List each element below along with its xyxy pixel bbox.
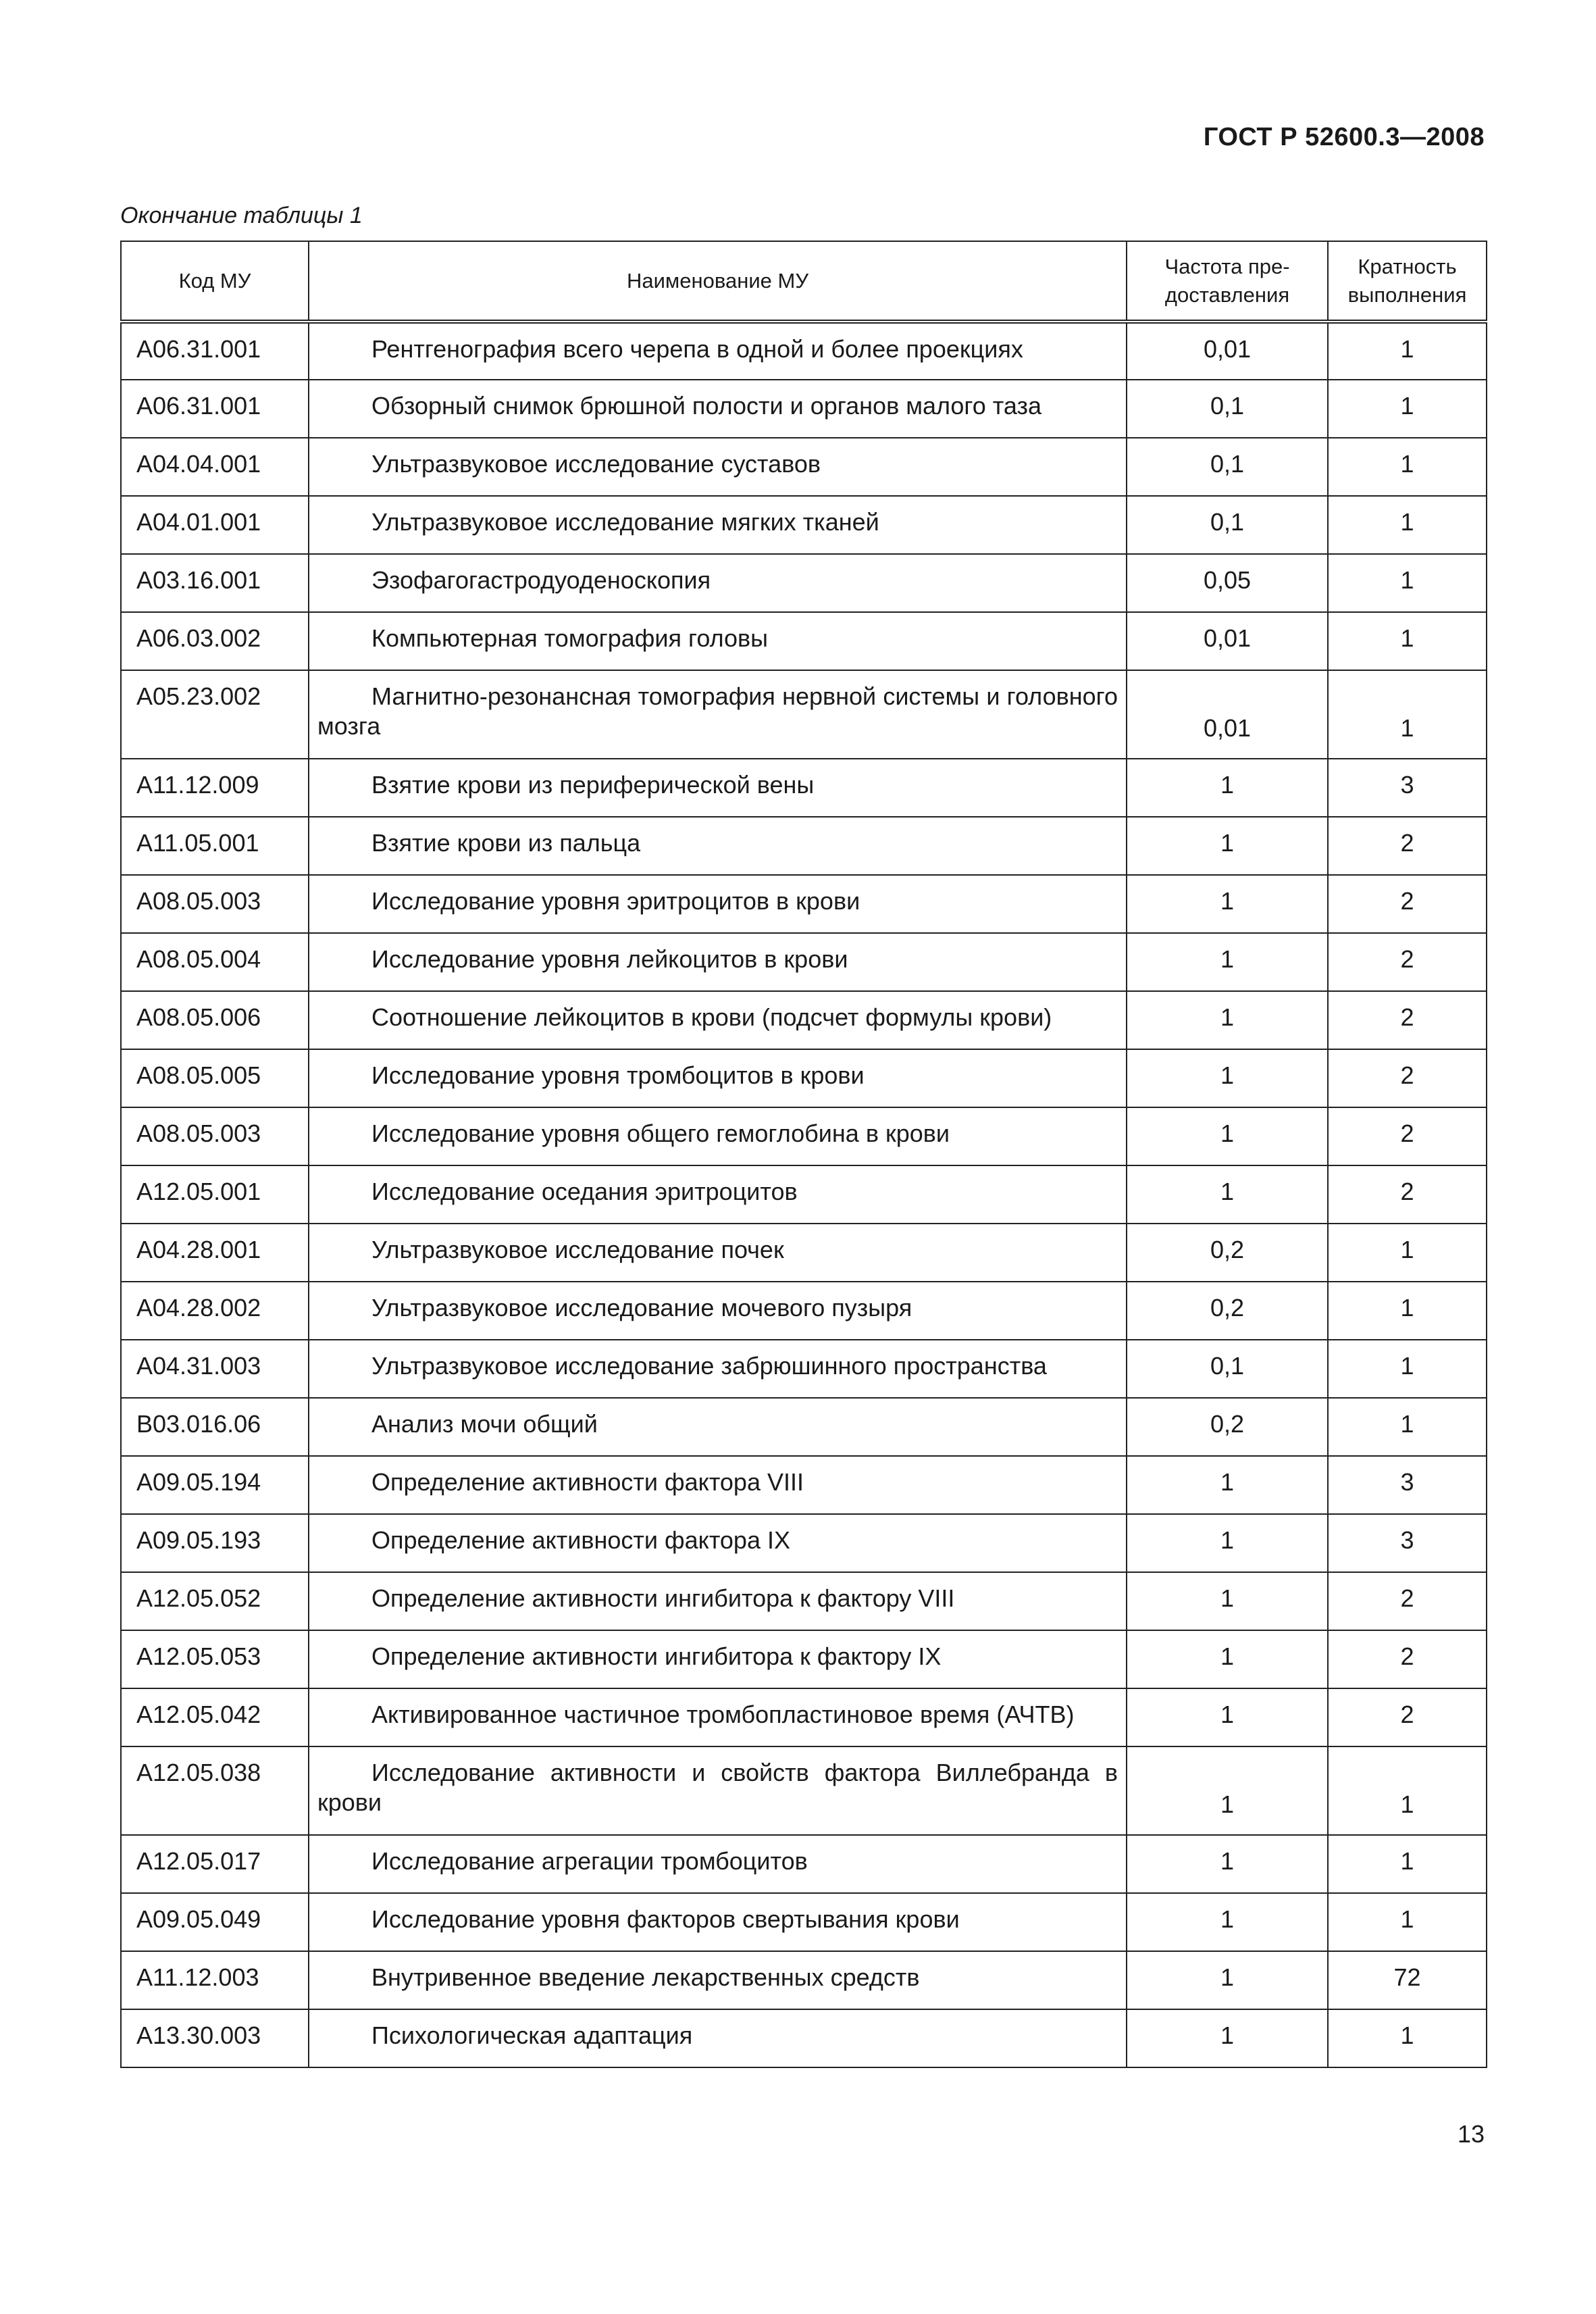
- cell-frequency: 1: [1127, 1746, 1328, 1835]
- cell-name: Исследование активности и свойств фактора Виллебранда в крови: [309, 1746, 1127, 1835]
- cell-multiplicity: 2: [1328, 991, 1487, 1049]
- cell-multiplicity: 1: [1328, 1746, 1487, 1835]
- cell-name: Определение активности фактора IX: [309, 1514, 1127, 1572]
- cell-frequency: 1: [1127, 1456, 1328, 1514]
- table-row: [121, 1282, 1487, 1340]
- cell-frequency: 1: [1127, 759, 1328, 817]
- cell-code: А11.12.009: [121, 759, 309, 817]
- table-row: [121, 1456, 1487, 1514]
- cell-name: Рентгенография всего черепа в одной и более проекциях: [309, 322, 1127, 380]
- cell-name: Взятие крови из пальца: [309, 817, 1127, 875]
- cell-multiplicity: 1: [1328, 1340, 1487, 1398]
- cell-code: А04.28.002: [121, 1282, 309, 1340]
- cell-multiplicity: 1: [1328, 1398, 1487, 1456]
- cell-frequency: 0,01: [1127, 670, 1328, 759]
- table-row: [121, 1049, 1487, 1107]
- cell-code: А06.31.001: [121, 322, 309, 380]
- cell-frequency: 1: [1127, 1688, 1328, 1746]
- cell-code: А12.05.053: [121, 1630, 309, 1688]
- table-row: [121, 1224, 1487, 1282]
- table-row: [121, 1746, 1487, 1835]
- cell-code: В03.016.06: [121, 1398, 309, 1456]
- cell-name: Активированное частичное тромбопластиновое время (АЧТВ): [309, 1688, 1127, 1746]
- cell-frequency: 1: [1127, 1951, 1328, 2009]
- cell-frequency: 0,2: [1127, 1282, 1328, 1340]
- cell-multiplicity: 1: [1328, 496, 1487, 554]
- cell-frequency: 1: [1127, 1514, 1328, 1572]
- table-row: [121, 2009, 1487, 2067]
- cell-code: А04.28.001: [121, 1224, 309, 1282]
- table-row: [121, 759, 1487, 817]
- cell-multiplicity: 1: [1328, 1224, 1487, 1282]
- cell-frequency: 1: [1127, 1893, 1328, 1951]
- table-row: [121, 1107, 1487, 1165]
- cell-name: Исследование уровня тромбоцитов в крови: [309, 1049, 1127, 1107]
- column-header-code: Код МУ: [121, 241, 309, 322]
- table-row: [121, 438, 1487, 496]
- cell-code: А12.05.001: [121, 1165, 309, 1224]
- cell-code: А08.05.006: [121, 991, 309, 1049]
- table-row: [121, 496, 1487, 554]
- cell-code: А11.05.001: [121, 817, 309, 875]
- cell-name: Определение активности ингибитора к фактору VIII: [309, 1572, 1127, 1630]
- cell-name: Определение активности ингибитора к фактору IX: [309, 1630, 1127, 1688]
- cell-multiplicity: 2: [1328, 1165, 1487, 1224]
- table-row: [121, 875, 1487, 933]
- cell-multiplicity: 2: [1328, 875, 1487, 933]
- cell-multiplicity: 1: [1328, 438, 1487, 496]
- cell-frequency: 1: [1127, 1107, 1328, 1165]
- cell-frequency: 1: [1127, 875, 1328, 933]
- table-row: [121, 1951, 1487, 2009]
- cell-multiplicity: 1: [1328, 670, 1487, 759]
- cell-frequency: 0,2: [1127, 1224, 1328, 1282]
- cell-code: А05.23.002: [121, 670, 309, 759]
- cell-code: А04.04.001: [121, 438, 309, 496]
- cell-name: Обзорный снимок брюшной полости и органов малого таза: [309, 380, 1127, 438]
- cell-multiplicity: 2: [1328, 817, 1487, 875]
- cell-name: Магнитно-резонансная томография нервной системы и головного мозга: [309, 670, 1127, 759]
- cell-name: Компьютерная томография головы: [309, 612, 1127, 670]
- cell-frequency: 0,05: [1127, 554, 1328, 612]
- cell-name: Ультразвуковое исследование почек: [309, 1224, 1127, 1282]
- cell-multiplicity: 1: [1328, 380, 1487, 438]
- table-row: [121, 991, 1487, 1049]
- cell-frequency: 0,2: [1127, 1398, 1328, 1456]
- cell-name: Определение активности фактора VIII: [309, 1456, 1127, 1514]
- cell-frequency: 1: [1127, 933, 1328, 991]
- cell-name: Ультразвуковое исследование мягких тканей: [309, 496, 1127, 554]
- services-table: [120, 241, 1487, 2068]
- cell-code: А08.05.003: [121, 1107, 309, 1165]
- cell-multiplicity: 2: [1328, 1688, 1487, 1746]
- cell-name: Исследование уровня эритроцитов в крови: [309, 875, 1127, 933]
- table-caption: Окончание таблицы 1: [120, 203, 363, 228]
- cell-multiplicity: 3: [1328, 1514, 1487, 1572]
- cell-frequency: 0,1: [1127, 496, 1328, 554]
- cell-code: А08.05.003: [121, 875, 309, 933]
- cell-frequency: 0,1: [1127, 380, 1328, 438]
- cell-code: А12.05.038: [121, 1746, 309, 1835]
- cell-name: Внутривенное введение лекарственных средств: [309, 1951, 1127, 2009]
- cell-multiplicity: 2: [1328, 1049, 1487, 1107]
- cell-name: Исследование агрегации тромбоцитов: [309, 1835, 1127, 1893]
- cell-name: Психологическая адаптация: [309, 2009, 1127, 2067]
- cell-frequency: 1: [1127, 1835, 1328, 1893]
- table-header-row: [121, 241, 1487, 322]
- table-row: [121, 1835, 1487, 1893]
- cell-name: Исследование уровня лейкоцитов в крови: [309, 933, 1127, 991]
- cell-code: А12.05.052: [121, 1572, 309, 1630]
- cell-multiplicity: 2: [1328, 1630, 1487, 1688]
- cell-frequency: 1: [1127, 1049, 1328, 1107]
- cell-frequency: 1: [1127, 1572, 1328, 1630]
- cell-multiplicity: 1: [1328, 554, 1487, 612]
- cell-multiplicity: 72: [1328, 1951, 1487, 2009]
- cell-frequency: 0,01: [1127, 322, 1328, 380]
- cell-frequency: 0,1: [1127, 1340, 1328, 1398]
- column-header-name: Наименование МУ: [309, 241, 1127, 322]
- cell-multiplicity: 3: [1328, 759, 1487, 817]
- cell-code: А03.16.001: [121, 554, 309, 612]
- page-number: 13: [1457, 2120, 1485, 2148]
- cell-code: А12.05.042: [121, 1688, 309, 1746]
- table-row: [121, 1165, 1487, 1224]
- cell-name: Соотношение лейкоцитов в крови (подсчет формулы крови): [309, 991, 1127, 1049]
- cell-code: А09.05.194: [121, 1456, 309, 1514]
- table-row: [121, 380, 1487, 438]
- table-row: [121, 1572, 1487, 1630]
- cell-frequency: 1: [1127, 1630, 1328, 1688]
- cell-multiplicity: 2: [1328, 933, 1487, 991]
- cell-name: Исследование уровня факторов свертывания крови: [309, 1893, 1127, 1951]
- cell-multiplicity: 1: [1328, 612, 1487, 670]
- cell-multiplicity: 1: [1328, 1893, 1487, 1951]
- cell-code: А04.31.003: [121, 1340, 309, 1398]
- cell-name: Ультразвуковое исследование забрюшинного пространства: [309, 1340, 1127, 1398]
- table-row: [121, 670, 1487, 759]
- cell-name: Ультразвуковое исследование суставов: [309, 438, 1127, 496]
- cell-multiplicity: 1: [1328, 1282, 1487, 1340]
- table-row: [121, 817, 1487, 875]
- table-row: [121, 1514, 1487, 1572]
- cell-code: А08.05.004: [121, 933, 309, 991]
- cell-frequency: 1: [1127, 991, 1328, 1049]
- table-row: [121, 1398, 1487, 1456]
- table-row: [121, 554, 1487, 612]
- cell-code: А09.05.193: [121, 1514, 309, 1572]
- table-row: [121, 933, 1487, 991]
- cell-code: А08.05.005: [121, 1049, 309, 1107]
- cell-name: Ультразвуковое исследование мочевого пузыря: [309, 1282, 1127, 1340]
- table-row: [121, 612, 1487, 670]
- cell-multiplicity: 1: [1328, 1835, 1487, 1893]
- cell-code: А04.01.001: [121, 496, 309, 554]
- table-row: [121, 1630, 1487, 1688]
- cell-name: Эзофагогастродуоденоскопия: [309, 554, 1127, 612]
- table-row: [121, 1340, 1487, 1398]
- cell-code: А06.31.001: [121, 380, 309, 438]
- table-row: [121, 322, 1487, 380]
- cell-multiplicity: 3: [1328, 1456, 1487, 1514]
- document-code: ГОСТ Р 52600.3—2008: [1203, 123, 1485, 151]
- cell-code: А09.05.049: [121, 1893, 309, 1951]
- cell-frequency: 1: [1127, 817, 1328, 875]
- cell-name: Исследование уровня общего гемоглобина в крови: [309, 1107, 1127, 1165]
- cell-frequency: 1: [1127, 2009, 1328, 2067]
- cell-multiplicity: 1: [1328, 322, 1487, 380]
- cell-code: А12.05.017: [121, 1835, 309, 1893]
- table-row: [121, 1893, 1487, 1951]
- column-header-multiplicity: Кратность выполнения: [1328, 241, 1487, 322]
- cell-code: А13.30.003: [121, 2009, 309, 2067]
- table-row: [121, 1688, 1487, 1746]
- cell-frequency: 0,1: [1127, 438, 1328, 496]
- cell-frequency: 1: [1127, 1165, 1328, 1224]
- cell-multiplicity: 2: [1328, 1572, 1487, 1630]
- cell-name: Взятие крови из периферической вены: [309, 759, 1127, 817]
- cell-multiplicity: 2: [1328, 1107, 1487, 1165]
- column-header-frequency: Частота пре- доставления: [1127, 241, 1328, 322]
- cell-multiplicity: 1: [1328, 2009, 1487, 2067]
- cell-frequency: 0,01: [1127, 612, 1328, 670]
- cell-code: А06.03.002: [121, 612, 309, 670]
- cell-name: Исследование оседания эритроцитов: [309, 1165, 1127, 1224]
- cell-name: Анализ мочи общий: [309, 1398, 1127, 1456]
- cell-code: А11.12.003: [121, 1951, 309, 2009]
